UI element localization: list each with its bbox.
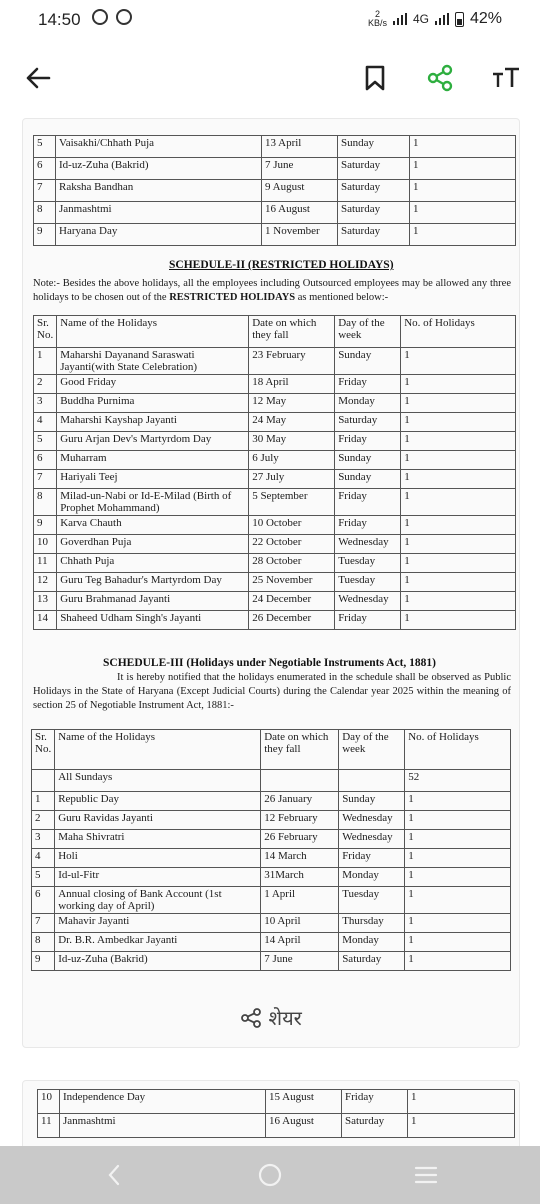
table-cell: Janmashtmi [60,1114,266,1138]
table-cell: Vaisakhi/Chhath Puja [56,136,262,158]
text-size-button[interactable] [488,60,524,96]
table-cell: 28 October [249,554,335,573]
status-indicators [368,10,502,28]
table-cell: 1 [401,470,516,489]
table-row [34,136,516,158]
table-cell: 14 [34,611,57,630]
table-cell: 1 April [261,887,339,914]
table-cell: 14 March [261,849,339,868]
table-cell: Id-ul-Fitr [55,868,261,887]
nav-back-icon[interactable] [106,1164,122,1186]
back-arrow-icon [25,67,51,89]
table-cell: Sunday [335,348,401,375]
table-row [34,202,516,224]
table-cell: 4 [34,413,57,432]
table-row [32,914,511,933]
table-cell: 1 [401,573,516,592]
table-cell: 1 [405,952,511,971]
table-cell: Goverdhan Puja [57,535,249,554]
table-cell: 10 April [261,914,339,933]
table-cell: Wednesday [339,830,405,849]
table-cell: Wednesday [339,811,405,830]
table-cell: 26 January [261,792,339,811]
table-cell: 16 August [266,1114,342,1138]
signal-icon-2 [435,13,449,25]
document-image-card [22,118,520,1048]
table-cell: 12 [34,573,57,592]
table-cell: 26 December [249,611,335,630]
table-cell: 1 [410,158,516,180]
table-cell: 1 [401,451,516,470]
table-cell: 12 February [261,811,339,830]
table-cell: 13 [34,592,57,611]
table-cell: 18 April [249,375,335,394]
table-cell: Friday [335,516,401,535]
table-row [32,868,511,887]
table-cell: 2 [32,811,55,830]
table-cell: 1 [401,432,516,451]
table-cell: 1 [405,868,511,887]
table-cell: 1 [405,792,511,811]
table-cell: Guru Ravidas Jayanti [55,811,261,830]
table-cell [339,770,405,792]
table-row [32,933,511,952]
table-cell: Tuesday [335,554,401,573]
table-row [34,432,516,451]
table-cell: 9 August [262,180,338,202]
table-cell: 25 November [249,573,335,592]
table-row [34,375,516,394]
table-cell: 1 [401,375,516,394]
table-cell: 9 [34,516,57,535]
table-header-cell: Name of the Holidays [55,730,261,770]
table-cell: 6 [34,451,57,470]
nav-home-icon[interactable] [257,1162,283,1188]
table-cell: Monday [335,394,401,413]
table-header-cell: Sr. No. [32,730,55,770]
table-cell: 27 July [249,470,335,489]
table-cell: 1 [401,535,516,554]
schedule3-title: SCHEDULE-III (Holidays under Negotiable Instruments Act, 1881) [103,657,436,669]
table-cell: Good Friday [57,375,249,394]
table-cell: 16 August [262,202,338,224]
table-cell: Friday [335,489,401,516]
schedule2-note: Note:- Besides the above holidays, all the employees including Outsourced employees may be allowed any three holidays to be chosen out of the RESTRICTED HOLIDAYS as mentioned below:- [33,278,511,303]
table-cell: 10 October [249,516,335,535]
table-row [34,592,516,611]
table-row [34,348,516,375]
share-label: शेयर [268,1006,302,1030]
battery-level: 42% [469,10,502,27]
table-header-cell: Sr. No. [34,316,57,348]
table-cell: 7 [34,470,57,489]
table-cell: 7 June [262,158,338,180]
table-row [34,394,516,413]
table-cell: Saturday [342,1114,408,1138]
text-size-icon [490,65,522,91]
table-cell: Buddha Purnima [57,394,249,413]
table-cell: Holi [55,849,261,868]
table-cell: Tuesday [335,573,401,592]
table-cell: Maharshi Dayanand Saraswati Jayanti(with State Celebration) [57,348,249,375]
table-cell: Chhath Puja [57,554,249,573]
table-cell: 7 [32,914,55,933]
table-cell: 1 [34,348,57,375]
table-cell: 5 [32,868,55,887]
table-cell: 1 [405,811,511,830]
sync-icon [116,9,132,25]
table-cell: 4 [32,849,55,868]
app-bar [0,48,540,108]
table-row [38,1090,515,1114]
table-cell [32,770,55,792]
table-cell: 1 [408,1090,515,1114]
table-cell: 14 April [261,933,339,952]
battery-icon [455,12,464,27]
table-cell: Saturday [338,202,410,224]
table-cell: 8 [34,489,57,516]
table-cell: Friday [335,375,401,394]
table-header-cell: Day of the week [339,730,405,770]
table-cell: 7 June [261,952,339,971]
table-cell: 1 [401,516,516,535]
table-cell: Republic Day [55,792,261,811]
table-cell: Dr. B.R. Ambedkar Jayanti [55,933,261,952]
table-header-cell: No. of Holidays [401,316,516,348]
table-cell: Saturday [338,158,410,180]
table-cell: 22 October [249,535,335,554]
table-row [32,887,511,914]
table-row [34,611,516,630]
table-cell: 8 [34,202,56,224]
table-cell: Sunday [339,792,405,811]
status-time: 14:50 [38,10,81,29]
table-row [34,470,516,489]
table-cell: 23 February [249,348,335,375]
table-cell: 10 [38,1090,60,1114]
table-cell: Thursday [339,914,405,933]
table-cell: Saturday [339,952,405,971]
table-cell: 1 [405,830,511,849]
table-header-cell: Date on which they fall [261,730,339,770]
nav-menu-icon[interactable] [414,1165,438,1185]
table-cell: 12 May [249,394,335,413]
table-cell: Shaheed Udham Singh's Jayanti [57,611,249,630]
table-row [34,451,516,470]
table-cell: 24 May [249,413,335,432]
table-row [34,573,516,592]
table-row [34,489,516,516]
table-cell: Maha Shivratri [55,830,261,849]
table-cell: Tuesday [339,887,405,914]
status-bar [0,0,540,40]
table-cell: Maharshi Kayshap Jayanti [57,413,249,432]
table-cell [261,770,339,792]
table-cell: 1 [401,394,516,413]
network-type: 4G [412,12,429,26]
table-cell: 6 [32,887,55,914]
table-cell: 1 [32,792,55,811]
share-icon-small [240,1008,262,1028]
table-row [34,180,516,202]
table-row [34,413,516,432]
bookmark-icon [364,65,386,91]
table-header-cell: Name of the Holidays [57,316,249,348]
table-cell: 1 [401,489,516,516]
table-row [32,792,511,811]
table-row [34,158,516,180]
table-cell: Karva Chauth [57,516,249,535]
table-cell: 1 [408,1114,515,1138]
table-cell: 1 [401,554,516,573]
table-cell: 9 [34,224,56,246]
table-cell: Saturday [338,224,410,246]
table-cell: 52 [405,770,511,792]
table-cell: Sunday [335,451,401,470]
table-row [34,535,516,554]
signal-icon [393,13,407,25]
table-cell: Monday [339,933,405,952]
table-cell: 1 [401,348,516,375]
table-row [32,849,511,868]
table-cell: Id-uz-Zuha (Bakrid) [56,158,262,180]
next-table [37,1089,515,1138]
table-cell: Friday [335,611,401,630]
table-cell: 1 [405,914,511,933]
table-cell: 5 [34,136,56,158]
back-button[interactable] [20,60,56,96]
table-cell: 1 [405,849,511,868]
table-cell: Sunday [338,136,410,158]
table-cell: 13 April [262,136,338,158]
table-row [32,952,511,971]
table-cell: Guru Brahmanad Jayanti [57,592,249,611]
table-cell: 1 [401,611,516,630]
schedule2-table [33,315,516,630]
table-cell: Friday [335,432,401,451]
table-cell: 10 [34,535,57,554]
share-icon [426,64,454,92]
table-row [32,770,511,792]
table-cell: Hariyali Teej [57,470,249,489]
table-cell: Guru Teg Bahadur's Martyrdom Day [57,573,249,592]
table-cell: Id-uz-Zuha (Bakrid) [55,952,261,971]
table-cell: 26 February [261,830,339,849]
table-cell: 3 [32,830,55,849]
table-cell: Monday [339,868,405,887]
schedule1-table [33,135,516,246]
share-link[interactable] [23,1004,519,1031]
table-cell: 8 [32,933,55,952]
schedule3-note: It is hereby notified that the holidays enumerated in the schedule shall be observed as Public Holidays in the State of Haryana (Except Judicial Courts) during the Calendar year 2025 within the meaning of section 25 of Negotiable Instrument Act, 1881:- [33,672,511,711]
table-cell: 1 [405,887,511,914]
table-cell: 9 [32,952,55,971]
table-cell: 5 [34,432,57,451]
table-cell: 6 [34,158,56,180]
table-cell: Independence Day [60,1090,266,1114]
table-cell: Raksha Bandhan [56,180,262,202]
table-cell: 2 [34,375,57,394]
table-row [34,516,516,535]
table-cell: 1 [410,136,516,158]
table-cell: 11 [38,1114,60,1138]
table-row [34,224,516,246]
table-cell: Mahavir Jayanti [55,914,261,933]
table-row [34,554,516,573]
system-nav-bar [0,1146,540,1204]
table-row [38,1114,515,1138]
table-cell: 1 November [262,224,338,246]
table-header-cell: No. of Holidays [405,730,511,770]
table-row [32,811,511,830]
table-cell: 31March [261,868,339,887]
table-cell: 1 [410,224,516,246]
table-cell: 1 [410,180,516,202]
whatsapp-icon [92,9,108,25]
table-cell: All Sundays [55,770,261,792]
table-cell: Saturday [338,180,410,202]
table-header-cell: Date on which they fall [249,316,335,348]
table-cell: Friday [342,1090,408,1114]
table-cell: 30 May [249,432,335,451]
table-row [32,830,511,849]
table-cell: 7 [34,180,56,202]
table-cell: Annual closing of Bank Account (1st working day of April) [55,887,261,914]
table-cell: 5 September [249,489,335,516]
net-speed: 2 KB/s [367,9,387,28]
schedule2-title: SCHEDULE-II (RESTRICTED HOLIDAYS) [169,259,394,271]
table-header-cell: Day of the week [335,316,401,348]
table-cell: 1 [401,413,516,432]
table-cell: Friday [339,849,405,868]
table-cell: 3 [34,394,57,413]
table-cell: Janmashtmi [56,202,262,224]
table-cell: 24 December [249,592,335,611]
table-cell: Wednesday [335,535,401,554]
table-cell: Wednesday [335,592,401,611]
table-cell: Milad-un-Nabi or Id-E-Milad (Birth of Prophet Mohammand) [57,489,249,516]
table-cell: 6 July [249,451,335,470]
table-cell: 11 [34,554,57,573]
table-cell: Saturday [335,413,401,432]
share-button[interactable] [422,60,458,96]
table-cell: 1 [405,933,511,952]
table-cell: 1 [401,592,516,611]
table-cell: Muharram [57,451,249,470]
table-cell: Guru Arjan Dev's Martyrdom Day [57,432,249,451]
bookmark-button[interactable] [357,60,393,96]
table-cell: Sunday [335,470,401,489]
table-cell: 1 [410,202,516,224]
schedule3-table [31,729,511,971]
table-cell: 15 August [266,1090,342,1114]
table-cell: Haryana Day [56,224,262,246]
